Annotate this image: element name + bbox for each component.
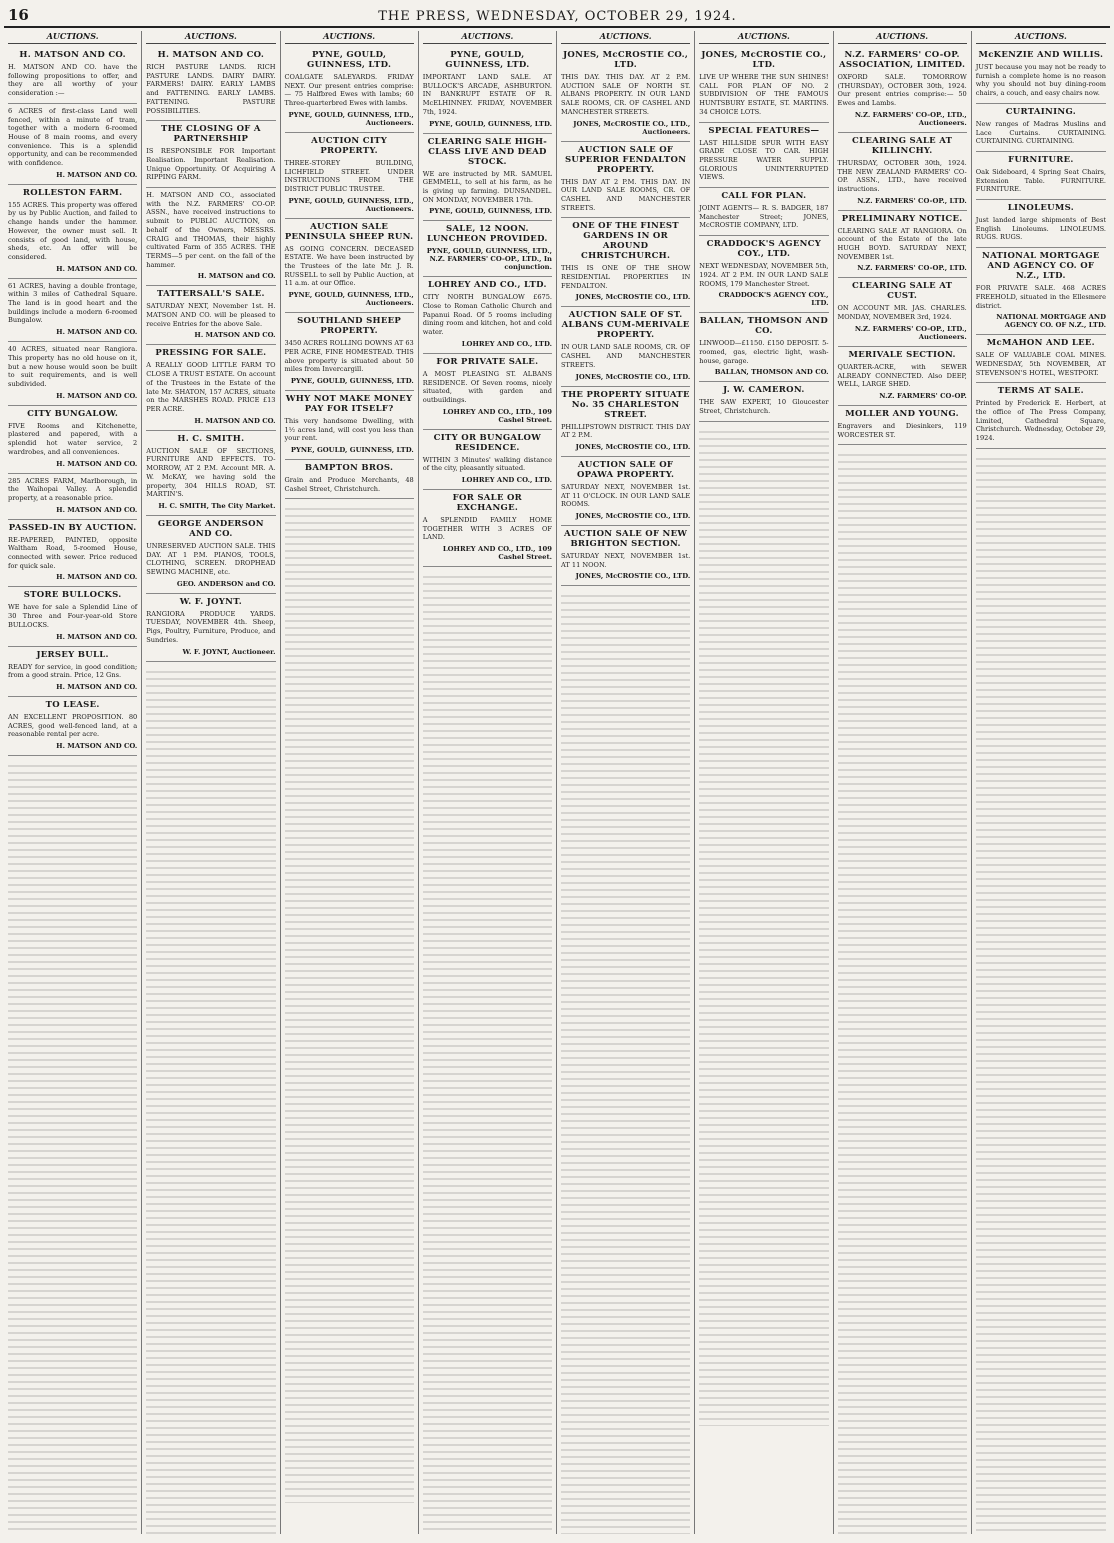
column-heading: AUCTIONS.: [285, 31, 414, 44]
ad-signature: PYNE, GOULD, GUINNESS, LTD.: [429, 119, 552, 128]
newspaper-title: THE PRESS, WEDNESDAY, OCTOBER 29, 1924.: [378, 9, 737, 24]
ad-signature: H. MATSON AND CO.: [194, 416, 276, 425]
advertisement: [838, 347, 967, 406]
advertisement: [838, 133, 967, 211]
ad-signature: CRADDOCK'S AGENCY COY., LTD.: [718, 291, 829, 308]
advertisement: [285, 47, 414, 133]
ad-signature: JONES, McCROSTIE CO., LTD.: [575, 442, 691, 451]
ad-body: AS GOING CONCERN. DECEASED ESTATE. We have been instructed by the Trustees of the late Mr. J. R. RUSSELL to sell by Public Auction, at 11 a.m. at our Office.: [284, 244, 414, 288]
advertisement: [976, 200, 1106, 248]
ad-body: AUCTION SALE OF SECTIONS, FURNITURE AND EFFECTS. TO-MORROW, AT 2 P.M. Account MR. A. W. McKAY, we having sold the property, 304 HILLS ROAD, ST. MARTIN'S.: [146, 446, 276, 499]
ad-header: PRELIMINARY NOTICE.: [841, 213, 963, 224]
ad-header: CITY OR BUNGALOW RESIDENCE.: [433, 432, 542, 453]
ad-body: SALE OF VALUABLE COAL MINES. WEDNESDAY, 5th NOVEMBER, AT STEVENSON'S HOTEL, WESTPORT.: [975, 351, 1106, 377]
ad-signature: LOHREY AND CO., LTD., 109 Cashel Street.: [442, 545, 552, 562]
ad-body: Engravers and Diesinkers, 119 WORCESTER ST.: [837, 421, 967, 439]
ad-header: CURTAINING.: [1005, 106, 1076, 117]
advertisement: [146, 121, 275, 188]
ad-header: WHY NOT MAKE MONEY PAY FOR ITSELF?: [285, 393, 413, 414]
ad-body: SATURDAY NEXT, NOVEMBER 1st. AT 11 O'CLOCK. IN OUR LAND SALE ROOMS.: [561, 482, 691, 509]
ad-signature: JONES, McCROSTIE CO., LTD.: [575, 372, 691, 381]
column-2: [142, 31, 280, 1534]
small-print-texture: [699, 426, 828, 1426]
ad-signature: N.Z. FARMERS' CO-OP., LTD.: [857, 264, 967, 273]
ad-body: FOR PRIVATE SALE. 468 ACRES FREEHOLD, situated in the Ellesmere district.: [975, 284, 1106, 310]
ad-body: Grain and Produce Merchants, 48 Cashel Street, Christchurch.: [284, 476, 414, 493]
advertisement: [8, 587, 137, 646]
ad-signature: N.Z. FARMERS' CO-OP.: [879, 391, 967, 400]
ad-header: JONES, McCROSTIE CO., LTD.: [563, 50, 689, 70]
ad-body: IN OUR LAND SALE ROOMS, CR. OF CASHEL AND MANCHESTER STREETS.: [561, 343, 691, 369]
ad-body: QUARTER-ACRE, with SEWER ALREADY CONNECTED. Also DEEP, WELL, LARGE SHED.: [837, 362, 967, 389]
ad-signature: H. MATSON AND CO.: [56, 682, 138, 691]
ad-header: PYNE, GOULD, GUINNESS, LTD.: [445, 50, 530, 70]
ad-signature: PYNE, GOULD, GUINNESS, LTD.: [290, 376, 414, 385]
ad-body: Just landed large shipments of Best English Linoleums. LINOLEUMS. RUGS. RUGS.: [975, 216, 1106, 242]
ad-body: THIS IS ONE OF THE SHOW RESIDENTIAL PROPERTIES IN FENDALTON.: [561, 264, 691, 290]
advertisement: [838, 47, 967, 133]
ad-signature: GEO. ANDERSON and CO.: [176, 579, 276, 588]
advertisement: [838, 211, 967, 279]
ad-header: TO LEASE.: [45, 699, 100, 710]
ad-signature: H. MATSON AND CO.: [56, 742, 138, 751]
ad-signature: H. MATSON AND CO.: [56, 264, 138, 273]
ad-body: H. MATSON AND CO., associated with the N.Z. FARMERS' CO-OP. ASSN., have received instructions to submit to PUBLIC AUCTION, on behalf of the Owners, MESSRS. CRAIG and THOMAS, their highly cultivated Farm of 355 ACRES. THE TERMS—5 per cent. on the fall of the hammer.: [146, 191, 276, 269]
ad-body: CITY NORTH BUNGALOW £675. Close to Roman Catholic Church and Papanui Road. Of 5 rooms including dining room and kitchen, hot and cold water.: [422, 293, 552, 337]
ad-header: THE PROPERTY SITUATE No. 35 CHARLESTON STREET.: [561, 389, 690, 420]
ad-signature: H. MATSON AND CO.: [194, 331, 276, 340]
ad-signature: H. C. SMITH, The City Market.: [158, 501, 276, 510]
advertisement: [976, 104, 1106, 152]
ad-header: AUCTION SALE OF ST. ALBANS CUM-MERIVALE PROPERTY.: [561, 310, 690, 341]
column-heading: AUCTIONS.: [976, 31, 1106, 44]
ad-signature: JONES, McCROSTIE CO., LTD., Auctioneers.: [573, 119, 691, 136]
ad-body: 61 ACRES, having a double frontage, within 3 miles of Cathedral Square. The land is in good heart and the buildings include a modern 6-roomed Bungalow.: [8, 281, 138, 325]
advertisement: [146, 47, 275, 121]
ad-header: H. MATSON AND CO.: [157, 50, 265, 60]
ad-body: THIS DAY. THIS DAY. AT 2 P.M. AUCTION SALE OF NORTH ST. ALBANS PROPERTY. IN OUR LAND SALE ROOMS, CR. OF CASHEL AND MANCHESTER STREETS.: [561, 73, 691, 116]
ad-signature: JONES, McCROSTIE CO., LTD.: [575, 572, 691, 581]
ad-signature: H. MATSON AND CO.: [56, 459, 138, 468]
ad-header: J. W. CAMERON.: [723, 385, 805, 396]
advertisement: [146, 594, 275, 662]
advertisement: [976, 47, 1106, 104]
newspaper-page: [4, 4, 1110, 1535]
column-heading: AUCTIONS.: [423, 31, 552, 44]
ad-body: UNRESERVED AUCTION SALE. THIS DAY. AT 1 P.M. PIANOS, TOOLS, CLOTHING, SCREEN. DROPHEAD SEWING MACHINE, etc.: [146, 541, 276, 577]
ad-body: Oak Sideboard, 4 Spring Seat Chairs, Extension Table. FURNITURE. FURNITURE.: [975, 167, 1106, 194]
ad-header: PRESSING FOR SALE.: [155, 348, 267, 359]
advertisement: [561, 218, 690, 307]
advertisement: [423, 134, 552, 222]
small-print-texture: [285, 503, 414, 1503]
column-6: [695, 31, 833, 1534]
advertisement: [8, 279, 137, 343]
ad-body: RANGIORA PRODUCE YARDS. TUESDAY, NOVEMBER 4th. Sheep, Pigs, Poultry, Furniture, Produce, and Sundries.: [146, 609, 276, 644]
ad-body: THREE-STOREY BUILDING, LICHFIELD STREET. UNDER INSTRUCTIONS FROM THE DISTRICT PUBLIC TRUSTEE.: [284, 158, 414, 193]
column-heading: AUCTIONS.: [8, 31, 137, 44]
ad-signature: N.Z. FARMERS' CO-OP., LTD., Auctioneers.: [854, 324, 967, 341]
ad-body: New ranges of Madras Muslins and Lace Curtains. CURTAINING. CURTAINING. CURTAINING.: [975, 119, 1106, 146]
advertisement: [423, 47, 552, 134]
ad-header: MERIVALE SECTION.: [848, 349, 956, 360]
advertisement: [285, 460, 414, 499]
advertisement: [285, 313, 414, 391]
ad-header: BAMPTON BROS.: [304, 463, 394, 474]
ad-body: NEXT WEDNESDAY, NOVEMBER 5th, 1924. AT 2 P.M. IN OUR LAND SALE ROOMS, 179 Manchester Street.: [699, 262, 829, 288]
small-print-texture: [976, 453, 1106, 1534]
ad-signature: JONES, McCROSTIE CO., LTD.: [575, 293, 691, 302]
ad-signature: H. MATSON AND CO.: [56, 573, 138, 582]
ad-signature: PYNE, GOULD, GUINNESS, LTD., Auctioneers.: [288, 110, 414, 127]
ad-header: McKENZIE AND WILLIS.: [978, 50, 1104, 60]
ad-body: THE SAW EXPERT, 10 Gloucester Street, Christchurch.: [699, 398, 829, 416]
ad-header: AUCTION CITY PROPERTY.: [311, 135, 388, 156]
ad-header: CLEARING SALE HIGH-CLASS LIVE AND DEAD STOCK.: [427, 136, 548, 167]
ad-body: CLEARING SALE AT RANGIORA. On account of the Estate of the late HUGH BOYD. SATURDAY NEXT, NOVEMBER 1st.: [837, 226, 967, 261]
ad-body: READY for service, in good condition; from a good strain. Price, 12 Gns.: [8, 662, 138, 680]
advertisement: [423, 490, 552, 567]
ad-header: AUCTION SALE OF OPAWA PROPERTY.: [576, 459, 675, 480]
column-1: [4, 31, 142, 1534]
ad-header: CLEARING SALE AT CUST.: [852, 281, 953, 302]
advertisement: [561, 387, 690, 457]
ad-signature: N.Z. FARMERS' CO-OP., LTD., Auctioneers.: [854, 110, 967, 127]
ad-body: RE-PAPERED, PAINTED, opposite Waltham Road, 5-roomed House, connected with sewer. Price reduced for quick sale.: [8, 535, 138, 570]
ad-body: A MOST PLEASING ST. ALBANS RESIDENCE. Of Seven rooms, nicely situated, with garden and outbuildings.: [422, 369, 552, 404]
column-5: [557, 31, 695, 1534]
ad-body: WITHIN 3 Minutes' walking distance of the city, pleasantly situated.: [422, 455, 552, 473]
masthead: [4, 4, 1110, 28]
ad-header: NATIONAL MORTGAGE AND AGENCY CO. OF N.Z., LTD.: [982, 251, 1100, 282]
ad-signature: NATIONAL MORTGAGE AND AGENCY CO. OF N.Z., LTD.: [996, 313, 1106, 330]
ad-body: FIVE Rooms and Kitchenette, plastered and papered, with a splendid hot water service, 2 wardrobes, and all conveniences.: [8, 421, 138, 456]
ad-header: LOHREY AND CO., LTD.: [427, 280, 547, 291]
ad-body: LAST HILLSIDE SPUR WITH EASY GRADE CLOSE TO CAR. HIGH PRESSURE WATER SUPPLY. GLORIOUS UNINTERRUPTED VIEWS.: [699, 138, 829, 182]
ad-header: LINOLEUMS.: [1007, 203, 1074, 214]
advertisement: [976, 335, 1106, 383]
ad-header: PYNE, GOULD, GUINNESS, LTD.: [307, 50, 392, 70]
advertisement: [8, 697, 137, 756]
ad-signature: H. MATSON AND CO.: [56, 391, 138, 400]
ad-body: AN EXCELLENT PROPOSITION. 80 ACRES, good well-fenced land, at a reasonable rental per acre.: [8, 712, 138, 739]
advertisement: [699, 123, 828, 189]
ad-body: 3450 ACRES ROLLING DOWNS AT 63 PER ACRE, FINE HOMESTEAD. THIS above property is situated about 50 miles from Invercargill.: [284, 339, 414, 374]
small-print-texture: [423, 571, 552, 1534]
advertisement: [699, 188, 828, 236]
ad-body: WE have for sale a Splendid Line of 30 Three and Four-year-old Store BULLOCKS.: [8, 603, 138, 629]
ad-header: THE CLOSING OF A PARTNERSHIP: [160, 124, 261, 145]
ad-header: PASSED-IN BY AUCTION.: [8, 522, 137, 533]
advertisement: [561, 526, 690, 586]
ad-body: SATURDAY NEXT, NOVEMBER 1st. AT 11 NOON.: [561, 552, 691, 569]
ad-body: JUST because you may not be ready to furnish a complete home is no reason why you should not buy dining-room chairs, a couch, and easy chairs now.: [975, 63, 1106, 98]
advertisement: [8, 342, 137, 406]
ad-body: ON ACCOUNT MR. JAS. CHARLES. MONDAY, NOVEMBER 3rd, 1924.: [837, 304, 967, 322]
ad-body: RICH PASTURE LANDS. RICH PASTURE LANDS. DAIRY DAIRY. FARMERS! DAIRY. EARLY LAMBS and FATTENING. EARLY LAMBS. FATTENING. PASTURE POSSIBILITIES.: [146, 63, 276, 115]
advertisement: [285, 133, 414, 219]
advertisement: [561, 307, 690, 386]
advertisement: [8, 104, 137, 185]
ad-header: FOR PRIVATE SALE.: [436, 356, 539, 367]
ad-body: A REALLY GOOD LITTLE FARM TO CLOSE A TRUST ESTATE. On account of the Trustees in the Estate of the late Mr. SHATON, 157 ACRES, situate on the MARSHES ROAD. PRICE £13 PER ACRE.: [146, 361, 276, 413]
advertisement: [699, 236, 828, 313]
ad-header: TERMS AT SALE.: [997, 386, 1084, 397]
ad-body: IMPORTANT LAND SALE. AT BULLOCK'S ARCADE, ASHBURTON. IN BANKRUPT ESTATE OF R. McELHINNEY. FRIDAY, NOVEMBER 7th, 1924.: [422, 73, 552, 116]
ad-header: SOUTHLAND SHEEP PROPERTY.: [297, 316, 402, 337]
ad-header: AUCTION SALE PENINSULA SHEEP RUN.: [284, 221, 414, 242]
ad-signature: PYNE, GOULD, GUINNESS, LTD., Auctioneers.: [288, 196, 414, 213]
advertisement: [8, 47, 137, 104]
advertisement: [146, 516, 275, 594]
ad-header: AUCTION SALE OF NEW BRIGHTON SECTION.: [564, 529, 688, 550]
ad-body: THURSDAY, OCTOBER 30th, 1924. THE NEW ZEALAND FARMERS' CO-OP. ASSN., LTD., have received instructions.: [837, 158, 967, 193]
column-heading: AUCTIONS.: [699, 31, 828, 44]
ad-header: W. F. JOYNT.: [179, 596, 243, 607]
ad-body: 155 ACRES. This property was offered by us by Public Auction, and failed to change hands under the hammer. However, the owner must sell. It consists of good land, with house, sheds, etc. An offer will be considered.: [8, 200, 138, 261]
ad-header: ONE OF THE FINEST GARDENS IN OR AROUND CHRISTCHURCH.: [572, 221, 679, 262]
ad-header: H. C. SMITH.: [177, 433, 245, 444]
small-print-texture: [838, 449, 967, 1534]
ad-header: AUCTION SALE OF SUPERIOR FENDALTON PROPERTY.: [564, 144, 687, 175]
column-7: [834, 31, 972, 1534]
ad-signature: LOHREY AND CO., LTD., 109 Cashel Street.: [442, 407, 552, 424]
advertisement: [699, 382, 828, 421]
ad-body: THIS DAY AT 2 P.M. THIS DAY. IN OUR LAND SALE ROOMS, CR. OF CASHEL AND MANCHESTER STREETS.: [561, 177, 691, 212]
advertisement: [8, 647, 137, 697]
ad-body: A SPLENDID FAMILY HOME TOGETHER WITH 3 ACRES OF LAND.: [422, 516, 552, 542]
advertisement: [561, 47, 690, 142]
advertisement: [976, 248, 1106, 335]
ad-header: CRADDOCK'S AGENCY COY., LTD.: [706, 239, 822, 260]
ad-body: SATURDAY NEXT, November 1st. H. MATSON AND CO. will be pleased to receive Entries for the above Sale.: [146, 302, 276, 328]
advertisement: [423, 354, 552, 430]
advertisement: [8, 406, 137, 474]
ad-signature: JONES, McCROSTIE CO., LTD.: [575, 512, 691, 521]
ad-body: 285 ACRES FARM, Marlborough, in the Waihopai Valley. A splendid property, at a reasonable price.: [8, 476, 138, 502]
column-4: [419, 31, 557, 1534]
advertisement: [8, 185, 137, 279]
advertisement: [423, 430, 552, 490]
small-print-texture: [8, 760, 137, 1534]
ad-body: H. MATSON AND CO. have the following propositions to offer, and they are all worthy of your consideration :—: [8, 63, 138, 98]
ad-signature: H. MATSON AND CO.: [56, 328, 138, 337]
ad-header: BALLAN, THOMSON AND CO.: [699, 316, 829, 337]
ad-signature: H. MATSON and CO.: [197, 272, 276, 281]
column-heading: AUCTIONS.: [146, 31, 275, 44]
advertisement: [838, 406, 967, 445]
ad-signature: H. MATSON AND CO.: [56, 170, 138, 179]
ad-signature: H. MATSON AND CO.: [56, 505, 138, 514]
column-heading: AUCTIONS.: [561, 31, 690, 44]
ad-signature: PYNE, GOULD, GUINNESS, LTD.: [290, 446, 414, 455]
advertisement: [561, 457, 690, 526]
ad-body: OXFORD SALE. TOMORROW (THURSDAY), OCTOBER 30th, 1924. Our present entries comprise:— 50 Ewes and Lambs.: [837, 73, 967, 108]
ad-header: GEORGE ANDERSON AND CO.: [157, 518, 264, 539]
ad-body: 6 ACRES of first-class Land well fenced, within a minute of tram, together with a modern 6-roomed House of 8 main rooms, and every convenience. This is a splendid opportunity, and can be recommended with confidence.: [8, 106, 138, 168]
advertisement: [146, 345, 275, 430]
ad-signature: BALLAN, THOMSON AND CO.: [714, 368, 829, 377]
ad-header: CLEARING SALE AT KILLINCHY.: [852, 135, 953, 156]
ad-body: COALGATE SALEYARDS. FRIDAY NEXT. Our present entries comprise:— 75 Halfbred Ewes with lambs; 60 Three-quarterbred Ewes with lambs.: [284, 73, 414, 108]
ad-header: SPECIAL FEATURES—: [708, 125, 820, 136]
small-print-texture: [561, 590, 690, 1534]
ad-body: LIVE UP WHERE THE SUN SHINES! CALL FOR PLAN OF NO. 2 SUBDIVISION OF THE FAMOUS HUNTSBURY ESTATE, ST. MARTINS. 34 CHOICE LOTS.: [699, 73, 829, 116]
ad-header: MOLLER AND YOUNG.: [845, 408, 959, 419]
page-number: 16: [8, 6, 29, 24]
ad-body: Printed by Frederick E. Herbert, at the office of The Press Company, Limited, Cathedral Square, Christchurch. Wednesday, October 29, 1924.: [975, 399, 1106, 443]
ad-body: JOINT AGENTS— R. S. BADGER, 187 Manchester Street; JONES, McCROSTIE COMPANY, LTD.: [699, 204, 829, 230]
advertisement: [8, 474, 137, 520]
ad-header: CALL FOR PLAN.: [721, 191, 807, 202]
ad-body: WE are instructed by MR. SAMUEL GEMMELL, to sell at his farm, as he is giving up farming. DUNSANDEL. ON MONDAY, NOVEMBER 17th.: [422, 169, 552, 204]
ad-signature: LOHREY AND CO., LTD.: [461, 476, 552, 485]
ad-body: LINWOOD—£1150. £150 DEPOSIT. 5-roomed, gas, electric light, wash-house, garage.: [699, 339, 829, 365]
ad-header: ROLLESTON FARM.: [22, 187, 123, 198]
column-3: [281, 31, 419, 1534]
ad-body: 40 ACRES, situated near Rangiora. This property has no old house on it, but a new house would soon be built to suit requirements, and is well subdivided.: [8, 345, 138, 388]
ad-signature: PYNE, GOULD, GUINNESS, LTD., N.Z. FARMERS' CO-OP., LTD., In conjunction.: [426, 247, 552, 272]
column-8: [972, 31, 1110, 1534]
columns-grid: [4, 31, 1110, 1534]
small-print-texture: [146, 666, 275, 1534]
advertisement: [146, 431, 275, 516]
advertisement: [838, 278, 967, 346]
advertisement: [8, 520, 137, 588]
advertisement: [699, 47, 828, 123]
advertisement: [146, 188, 275, 286]
advertisement: [423, 277, 552, 354]
ad-header: FOR SALE OR EXCHANGE.: [452, 493, 523, 514]
advertisement: [146, 286, 275, 345]
advertisement: [285, 219, 414, 314]
ad-signature: PYNE, GOULD, GUINNESS, LTD., Auctioneers.: [288, 291, 414, 308]
ad-body: This very handsome Dwelling, with 1½ acres land, will cost you less than your rent.: [284, 416, 414, 443]
advertisement: [285, 391, 414, 460]
advertisement: [976, 152, 1106, 200]
ad-header: CITY BUNGALOW.: [27, 408, 119, 419]
ad-signature: N.Z. FARMERS' CO-OP., LTD.: [857, 196, 967, 205]
ad-header: STORE BULLOCKS.: [23, 590, 122, 601]
ad-header: JERSEY BULL.: [36, 649, 109, 660]
ad-header: SALE, 12 NOON. LUNCHEON PROVIDED.: [427, 224, 548, 245]
ad-header: N.Z. FARMERS' CO-OP. ASSOCIATION, LIMITED.: [838, 50, 966, 70]
advertisement: [976, 383, 1106, 449]
ad-signature: LOHREY AND CO., LTD.: [461, 339, 552, 348]
ad-signature: PYNE, GOULD, GUINNESS, LTD.: [429, 207, 552, 216]
ad-header: TATTERSALL'S SALE.: [156, 289, 265, 300]
advertisement: [423, 221, 552, 277]
ad-signature: W. F. JOYNT, Auctioneer.: [182, 647, 276, 656]
ad-body: PHILLIPSTOWN DISTRICT. THIS DAY AT 2 P.M.: [561, 422, 691, 440]
ad-header: FURNITURE.: [1008, 154, 1074, 165]
advertisement: [699, 313, 828, 382]
advertisement: [561, 142, 690, 219]
ad-header: McMAHON AND LEE.: [986, 338, 1095, 349]
ad-header: JONES, McCROSTIE CO., LTD.: [701, 50, 827, 70]
ad-signature: H. MATSON AND CO.: [56, 632, 138, 641]
ad-header: H. MATSON AND CO.: [19, 50, 126, 60]
column-heading: AUCTIONS.: [838, 31, 967, 44]
ad-body: IS RESPONSIBLE FOR Important Realisation. Important Realisation. Unique Opportunity. Of Acquiring A RIPPING FARM.: [146, 147, 276, 182]
